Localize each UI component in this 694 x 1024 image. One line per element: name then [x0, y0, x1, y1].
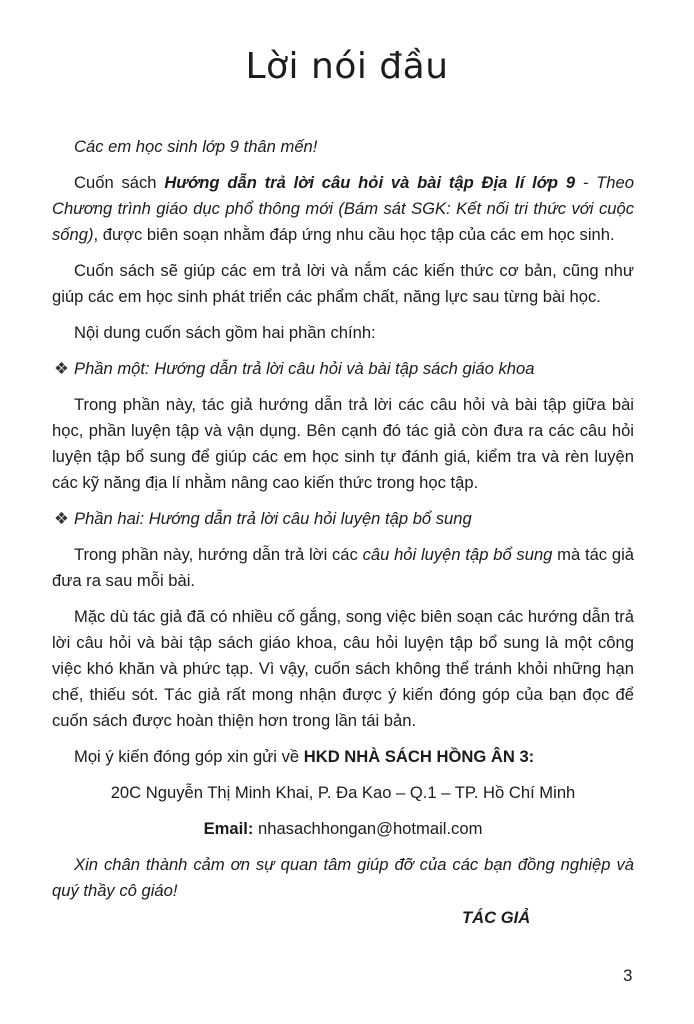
part-2-heading: [52, 506, 634, 532]
part-2-text: [52, 542, 634, 594]
greeting: Các em học sinh lớp 9 thân mến!: [74, 137, 318, 156]
contact-address: 20C Nguyễn Thị Minh Khai, P. Đa Kao – Q.1 – TP. Hồ Chí Minh: [110, 783, 576, 802]
diamond-bullet-icon: ❖: [54, 509, 69, 528]
intro-paragraph: [52, 170, 634, 248]
intro-text-2: - Theo Chương trình giáo dục phổ thông mới (Bám sát SGK: Kết nối tri thức với cuộc sống): [52, 173, 634, 244]
thanks-paragraph: Xin chân thành cảm ơn sự quan tâm giúp đỡ của các bạn đồng nghiệp và quý thầy cô giáo!: [52, 855, 634, 900]
contact-org: HKD NHÀ SÁCH HỒNG ÂN 3:: [303, 747, 535, 766]
intro-text-1: Cuốn sách: [74, 173, 165, 192]
diamond-bullet-icon: ❖: [54, 359, 69, 378]
book-title: Hướng dẫn trả lời câu hỏi và bài tập Địa lí lớp 9: [164, 173, 576, 192]
contact-email-line: [52, 816, 634, 842]
paragraph-2: Cuốn sách sẽ giúp các em trả lời và nắm các kiến thức cơ bản, cũng như giúp các em học sinh phát triển các phẩm chất, năng lực sau từng bài học.: [52, 261, 634, 306]
author-signature: TÁC GIẢ: [462, 908, 531, 927]
paragraph-3: Nội dung cuốn sách gồm hai phần chính:: [74, 323, 376, 342]
part-2-heading-text: Phần hai: Hướng dẫn trả lời câu hỏi luyện tập bổ sung: [74, 509, 472, 528]
intro-text-3: , được biên soạn nhằm đáp ứng nhu cầu học tập của các em học sinh.: [93, 225, 615, 244]
part-2-text-2: mà tác giả đưa ra sau mỗi bài.: [52, 545, 634, 590]
page-number: 3: [623, 966, 633, 985]
contact-line: [52, 744, 634, 770]
contact-lead: Mọi ý kiến đóng góp xin gửi về: [74, 747, 304, 766]
part-2-text-1: Trong phần này, hướng dẫn trả lời các: [74, 545, 363, 564]
email-label: Email:: [203, 819, 254, 838]
email-address: nhasachhongan@hotmail.com: [253, 819, 483, 838]
part-2-text-italic: câu hỏi luyện tập bổ sung: [362, 545, 553, 564]
page-body: [52, 134, 634, 904]
page-title: Lời nói đầu: [245, 46, 449, 87]
part-1-heading: [52, 356, 634, 382]
part-1-heading-text: Phần một: Hướng dẫn trả lời câu hỏi và bài tập sách giáo khoa: [74, 359, 535, 378]
paragraph-4: Mặc dù tác giả đã có nhiều cố gắng, song việc biên soạn các hướng dẫn trả lời câu hỏi và bài tập sách giáo khoa, câu hỏi luyện tập bổ sung là một công việc khó khăn và phức tạp. Vì vậy, cuốn sách không thể tránh khỏi những hạn chế, thiếu sót. Tác giả rất mong nhận được ý kiến đóng góp của bạn đọc để cuốn sách được hoàn thiện hơn trong lần tái bản.: [52, 607, 634, 730]
part-1-text: Trong phần này, tác giả hướng dẫn trả lời các câu hỏi và bài tập giữa bài học, phần luyện tập và vận dụng. Bên cạnh đó tác giả còn đưa ra các câu hỏi luyện tập bổ sung để giúp các em học sinh tự đánh giá, kiểm tra và rèn luyện các kỹ năng địa lí nhằm nâng cao kiến thức trong học tập.: [52, 395, 634, 492]
